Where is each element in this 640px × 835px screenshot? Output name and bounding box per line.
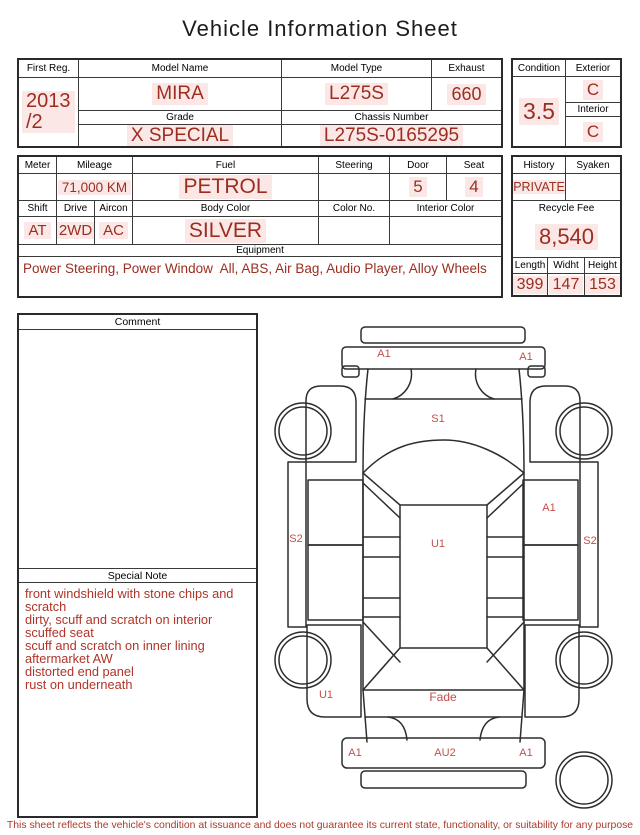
grade-header: Grade — [79, 111, 282, 125]
seat-header: Seat — [447, 157, 501, 174]
front-bumper-strip — [361, 327, 525, 343]
car-damage-diagram — [268, 310, 640, 810]
damage-labels — [289, 348, 596, 759]
shift-value: AT — [19, 217, 57, 245]
steering-header: Steering — [319, 157, 390, 174]
body-color-value: SILVER — [133, 217, 319, 245]
first-reg-value: 2013 /2 — [19, 78, 79, 146]
damage-label: A1 — [542, 502, 556, 514]
height-header: Height — [585, 258, 620, 274]
condition-header: Condition — [513, 60, 566, 77]
drive-header: Drive — [57, 201, 95, 217]
meter-header: Meter — [19, 157, 57, 174]
damage-label: U1 — [318, 689, 334, 701]
rear-quarter-right — [525, 625, 579, 717]
wheel-arch-right — [475, 369, 494, 399]
wheel-front-right-inner — [560, 407, 608, 455]
damage-label: A1 — [377, 348, 391, 360]
front-fender-left — [306, 386, 356, 462]
wheel-front-left-inner — [279, 407, 327, 455]
equipment-header: Equipment — [19, 245, 501, 257]
interior-color-header: Interior Color — [390, 201, 501, 217]
length-value: 399 — [513, 274, 548, 295]
fuel-value: PETROL — [133, 174, 319, 201]
exterior-value: C — [566, 77, 620, 103]
comment-header: Comment — [19, 315, 256, 330]
damage-label: AU2 — [434, 747, 456, 759]
rear-window — [363, 648, 524, 690]
height-value: 153 — [585, 274, 620, 295]
fuel-header: Fuel — [133, 157, 319, 174]
disclaimer-text: This sheet reflects the vehicle's condition at issuance and does not guarantee its current state, functionality, or suitability for any purpose — [6, 820, 634, 831]
widht-header: Widht — [548, 258, 585, 274]
rear-bumper-strip — [361, 771, 526, 788]
door-tabs-right — [487, 537, 524, 617]
wheel-front-right — [556, 403, 612, 459]
wheel-front-left — [275, 403, 331, 459]
mileage-header: Mileage — [57, 157, 133, 174]
chassis-number-value: L275S-0165295 — [282, 125, 501, 146]
grade-value: X SPECIAL — [79, 125, 282, 146]
rear-door-right — [523, 545, 578, 620]
door-tabs-left — [363, 537, 400, 617]
exterior-header: Exterior — [566, 60, 620, 77]
special-note-line: aftermarket AW — [25, 650, 113, 666]
equipment-value: Power Steering, Power Window All, ABS, Air Bag, Audio Player, Alloy Wheels — [23, 261, 487, 276]
interior-value: C — [566, 117, 620, 146]
wheel-rear-left — [275, 632, 331, 688]
wheel-rear-right — [556, 632, 612, 688]
door-header: Door — [390, 157, 447, 174]
spare-tire-inner — [560, 756, 608, 804]
recycle-fee-value: 8,540 — [513, 216, 620, 257]
syaken-value — [566, 174, 620, 201]
steering-value — [319, 174, 390, 201]
damage-label: U1 — [430, 538, 446, 550]
aircon-value: AC — [95, 217, 133, 245]
history-header: History — [513, 157, 566, 174]
details-table — [17, 155, 503, 298]
model-name-header: Model Name — [79, 60, 282, 78]
special-note-line: dirty, scuff and scratch on interior — [25, 611, 213, 627]
damage-label: A1 — [519, 747, 533, 759]
front-bumper-foot-right — [528, 366, 545, 377]
aircon-header: Aircon — [95, 201, 133, 217]
comment-box — [17, 313, 258, 818]
interior-color-value — [390, 217, 501, 245]
length-header: Length — [513, 258, 548, 274]
special-note-line: front windshield with stone chips and scratch — [25, 586, 234, 614]
license-recess — [388, 717, 499, 740]
shift-header: Shift — [19, 201, 57, 217]
cabin-rear-diagonals — [363, 622, 524, 662]
model-name-value: MIRA — [79, 78, 282, 111]
widht-value: 147 — [548, 274, 585, 295]
model-type-header: Model Type — [282, 60, 432, 78]
first-reg-header: First Reg. — [19, 60, 79, 78]
history-fee-panel — [511, 155, 622, 297]
exhaust-header: Exhaust — [432, 60, 501, 78]
chassis-number-header: Chassis Number — [282, 111, 501, 125]
damage-label: S1 — [431, 413, 445, 425]
damage-label: A1 — [519, 351, 533, 363]
recycle-fee-header: Recycle Fee — [538, 203, 595, 214]
mileage-value: 71,000 KM — [57, 174, 133, 201]
front-bumper — [342, 347, 545, 369]
front-fender-right — [530, 386, 580, 462]
body-color-header: Body Color — [133, 201, 319, 217]
special-note-header: Special Note — [19, 568, 256, 583]
color-no-header: Color No. — [319, 201, 390, 217]
comment-body — [19, 330, 256, 568]
wheel-arch-left — [393, 369, 412, 399]
wheel-rear-right-inner — [560, 636, 608, 684]
door-value: 5 — [390, 174, 447, 201]
meter-value — [19, 174, 57, 201]
special-note-line: scuffed seat — [25, 624, 94, 640]
damage-label: Fade — [429, 690, 457, 704]
front-door-left — [308, 480, 363, 545]
cabin-front-diagonals — [363, 483, 524, 518]
rear-door-left — [308, 545, 363, 620]
model-type-value: L275S — [282, 78, 432, 111]
seat-value: 4 — [447, 174, 501, 201]
damage-label: S2 — [583, 535, 597, 547]
special-note-body — [19, 583, 256, 692]
spare-tire — [556, 752, 612, 808]
special-note-line: scuff and scratch on inner lining — [25, 637, 205, 653]
wheel-rear-left-inner — [279, 636, 327, 684]
windshield — [363, 440, 524, 505]
special-note-line: distorted end panel — [25, 664, 134, 680]
exhaust-value: 660 — [432, 78, 501, 111]
front-bumper-foot-left — [342, 366, 359, 377]
history-value: PRIVATE — [513, 174, 566, 201]
condition-panel — [511, 58, 622, 148]
damage-label: S2 — [289, 533, 303, 545]
vehicle-summary-table — [17, 58, 503, 148]
page-title: Vehicle Information Sheet — [182, 16, 458, 41]
interior-header: Interior — [566, 103, 620, 117]
car-outline — [275, 327, 612, 808]
syaken-header: Syaken — [566, 157, 620, 174]
condition-value: 3.5 — [513, 77, 566, 146]
damage-label: A1 — [348, 747, 362, 759]
drive-value: 2WD — [57, 217, 95, 245]
color-no-value — [319, 217, 390, 245]
special-note-line: rust on underneath — [25, 677, 133, 693]
